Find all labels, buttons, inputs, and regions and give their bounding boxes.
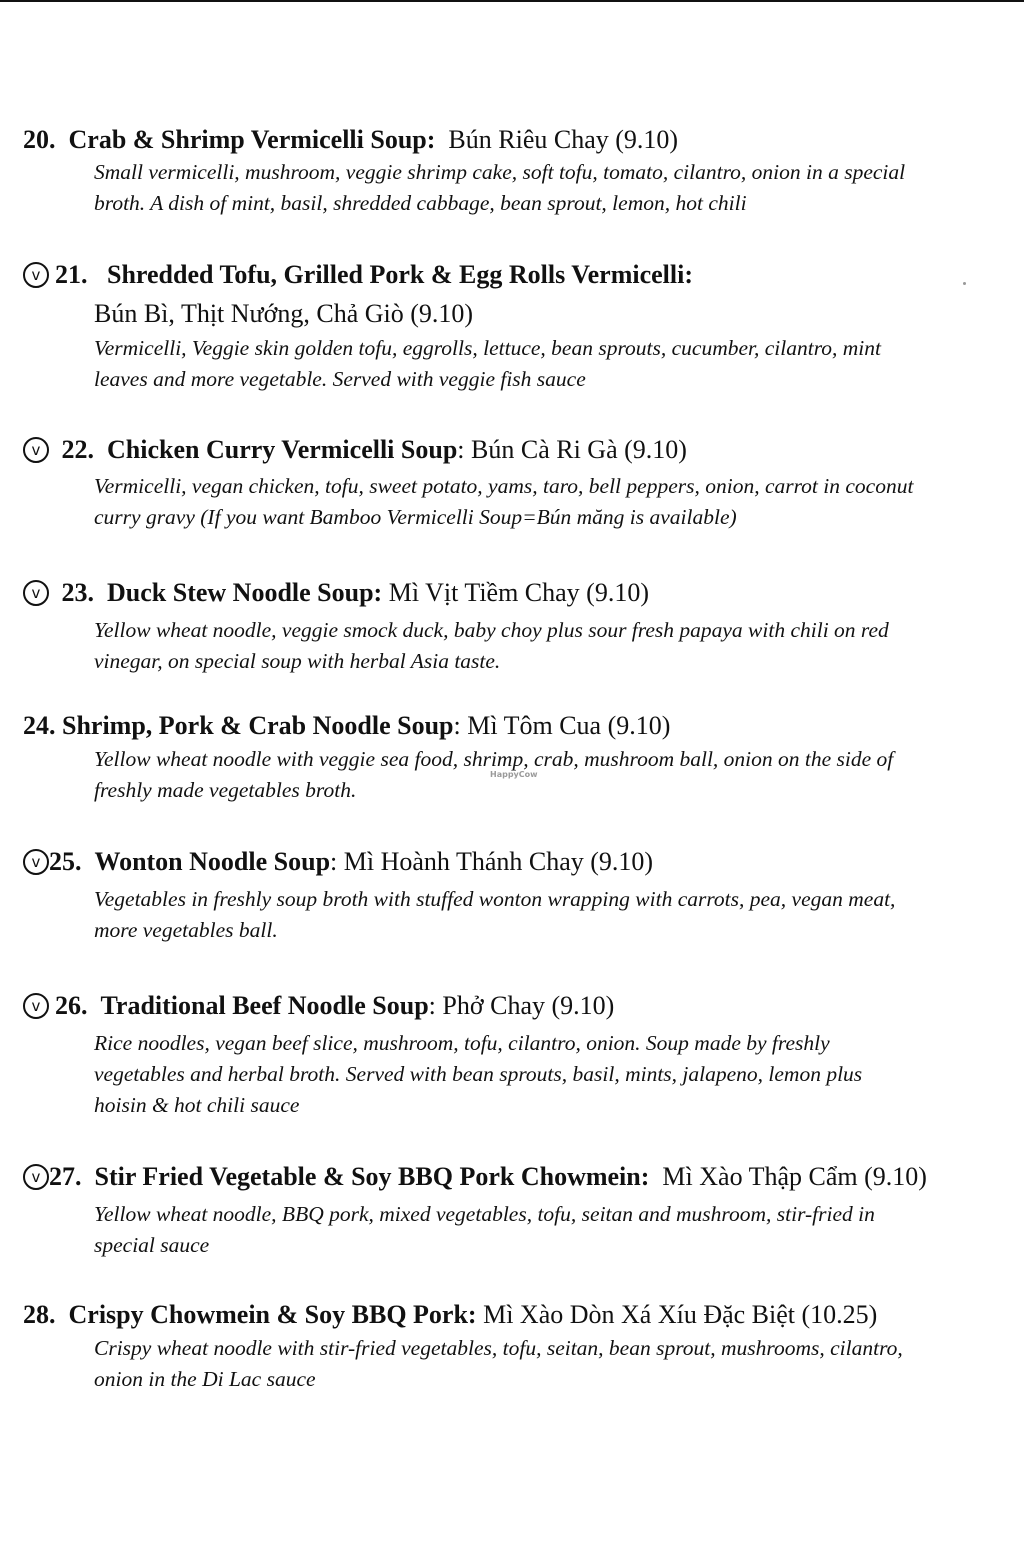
desc-line: onion in the Di Lac sauce [94,1367,316,1391]
desc-line: Vermicelli, vegan chicken, tofu, sweet potato, yams, taro, bell peppers, onion, carrot in coconut [94,474,914,498]
desc-line: Rice noodles, vegan beef slice, mushroom, tofu, cilantro, onion. Soup made by freshly [94,1031,830,1055]
item-number: 27. [49,1162,82,1191]
item-number: 22. [61,435,94,464]
item-viet-name: : Phở Chay (9.10) [428,991,615,1020]
item-title [23,434,687,466]
item-number: 20. [23,125,56,154]
vegan-icon: v [23,849,49,875]
stray-dot [963,282,966,285]
item-description [94,471,999,533]
item-viet-name: Bún Riêu Chay (9.10) [448,125,679,154]
desc-line: freshly made vegetables broth. [94,778,357,802]
watermark-text: HappyCow [490,770,538,779]
desc-line: special sauce [94,1233,210,1257]
desc-line: Yellow wheat noodle, BBQ pork, mixed vegetables, tofu, seitan and mushroom, stir-fried in [94,1202,875,1226]
desc-line: Yellow wheat noodle with veggie sea food, shrimp, crab, mushroom ball, onion on the side of [94,747,894,771]
vegan-icon: v [23,1164,49,1190]
item-viet-name: Mì Xào Dòn Xá Xíu Đặc Biệt (10.25) [483,1300,878,1329]
item-viet-name: Mì Xào Thập Cẩm (9.10) [662,1162,927,1191]
desc-line: leaves and more vegetable. Served with veggie fish sauce [94,367,586,391]
item-number: 25. [49,847,82,876]
desc-line: vinegar, on special soup with herbal Asia taste. [94,649,501,673]
item-description [94,884,999,946]
desc-line: Crispy wheat noodle with stir-fried vegetables, tofu, seitan, bean sprout, mushrooms, cilantro, [94,1336,903,1360]
desc-line: Yellow wheat noodle, veggie smock duck, baby choy plus sour fresh papaya with chili on red [94,618,889,642]
desc-line: Small vermicelli, mushroom, veggie shrimp cake, soft tofu, tomato, cilantro, onion in a special [94,160,906,184]
item-description [94,1028,999,1121]
item-viet-name: : Mì Tôm Cua (9.10) [453,711,671,740]
item-number: 24. [23,711,56,740]
item-number: 26. [55,991,88,1020]
item-viet-name: : Mì Hoành Thánh Chay (9.10) [330,847,654,876]
desc-line: Vermicelli, Veggie skin golden tofu, eggrolls, lettuce, bean sprouts, cucumber, cilantro, mint [94,336,882,360]
item-description [94,615,999,677]
desc-line: vegetables and herbal broth. Served with bean sprouts, basil, mints, jalapeno, lemon plus [94,1062,863,1086]
vegan-icon: v [23,437,49,463]
item-name: Crispy Chowmein & Soy BBQ Pork: [68,1300,477,1329]
item-name: Stir Fried Vegetable & Soy BBQ Pork Chowmein: [94,1162,650,1191]
vegan-icon: v [23,262,49,288]
desc-line: broth. A dish of mint, basil, shredded cabbage, bean sprout, lemon, hot chili [94,191,747,215]
item-title [23,1299,877,1331]
item-title [23,124,678,156]
item-title [23,577,649,609]
desc-line: curry gravy (If you want Bamboo Vermicelli Soup=Bún măng is available) [94,505,737,529]
desc-line: Vegetables in freshly soup broth with stuffed wonton wrapping with carrots, pea, vegan meat, [94,887,896,911]
item-description [94,333,999,395]
item-name: Shredded Tofu, Grilled Pork & Egg Rolls Vermicelli: [107,260,694,289]
item-description [94,1333,999,1395]
top-border [0,0,1024,2]
item-description [94,1199,999,1261]
item-name: Shrimp, Pork & Crab Noodle Soup [62,711,454,740]
item-title [23,710,670,742]
item-name: Chicken Curry Vermicelli Soup [107,435,458,464]
item-title [23,1161,927,1193]
item-description [94,744,999,806]
item-number: 21. [55,260,88,289]
item-name: Crab & Shrimp Vermicelli Soup: [68,125,436,154]
item-number: 23. [61,578,94,607]
item-title [23,259,693,291]
item-description [94,157,999,219]
item-viet-name: Bún Bì, Thịt Nướng, Chả Giò (9.10) [94,299,474,328]
item-title [23,846,653,878]
item-name: Wonton Noodle Soup [94,847,331,876]
item-name: Duck Stew Noodle Soup: [107,578,383,607]
vegan-icon: v [23,993,49,1019]
item-number: 28. [23,1300,56,1329]
desc-line: hoisin & hot chili sauce [94,1093,300,1117]
item-viet-name: : Bún Cà Ri Gà (9.10) [457,435,687,464]
vegan-icon: v [23,580,49,606]
item-name: Traditional Beef Noodle Soup [100,991,429,1020]
desc-line: more vegetables ball. [94,918,278,942]
item-title [23,990,614,1022]
item-viet-name: Mì Vịt Tiềm Chay (9.10) [388,578,649,607]
